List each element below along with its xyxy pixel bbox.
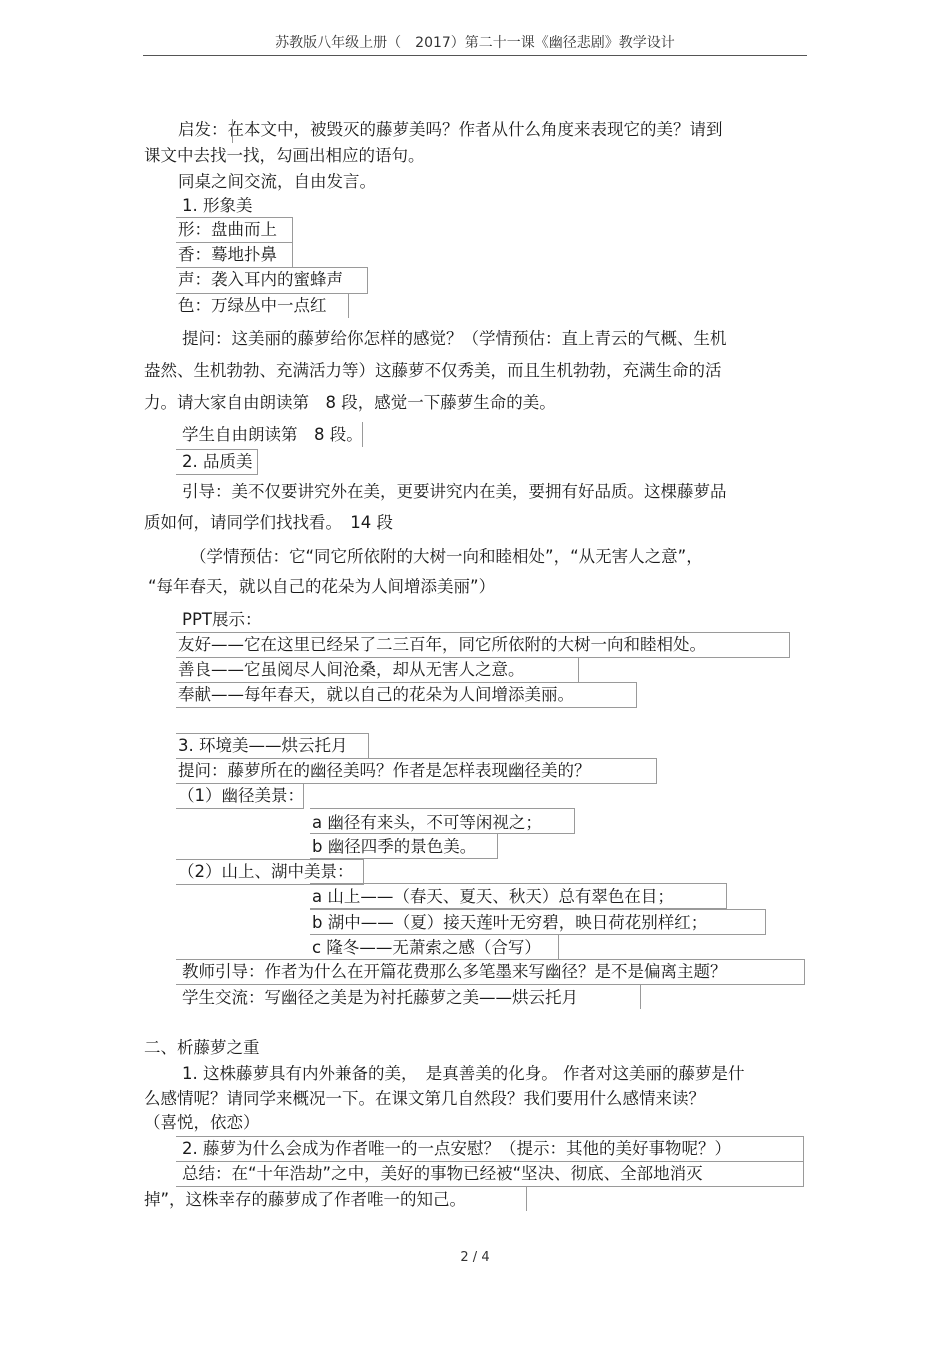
text-line: b 湖中——（夏）接天莲叶无穷碧，映日荷花别样红； <box>312 913 708 932</box>
text-line: （学情预估：它“同它所依附的大树一向和睦相处”，“从无害人之意”， <box>190 547 703 566</box>
text-line: 友好——它在这里已经呆了二三百年，同它所依附的大树一向和睦相处。 <box>178 635 706 654</box>
text-line: a 山上——（春天、夏天、秋天）总有翠色在目； <box>312 887 674 906</box>
text-line: （1）幽径美景： <box>178 786 304 805</box>
text-line: 掉”，这株幸存的藤萝成了作者唯一的知己。 <box>144 1190 467 1209</box>
text-line: 教师引导：作者为什么在开篇花费那么多笔墨来写幽径？是不是偏离主题？ <box>182 962 727 981</box>
text-line: 学生自由朗读第 8 段。 <box>182 425 363 444</box>
text-line: PPT展示： <box>182 610 262 629</box>
text-line: 2. 品质美 <box>182 452 253 471</box>
text-line: 学生交流：写幽径之美是为衬托藤萝之美——烘云托月 <box>182 988 578 1007</box>
text-line: 课文中去找一找，勾画出相应的语句。 <box>144 146 425 165</box>
text-line: 香：蓦地扑鼻 <box>178 245 277 264</box>
text-line: 色：万绿丛中一点红 <box>178 296 327 315</box>
text-line: 提问：这美丽的藤萝给你怎样的感觉？（学情预估：直上青云的气概、生机 <box>182 329 727 348</box>
frame-line <box>640 985 641 1009</box>
text-line: a 幽径有来头，不可等闲视之； <box>312 813 542 832</box>
text-line: 么感情呢？请同学来概况一下。在课文第几自然段？我们要用什么感情来读？ <box>144 1089 705 1108</box>
frame-line <box>348 293 349 318</box>
section-heading: 二、析藤萝之重 <box>144 1038 260 1057</box>
text-line: 力。请大家自由朗读第 8 段，感觉一下藤萝生命的美。 <box>144 393 556 412</box>
text-line: “每年春天，就以自己的花朵为人间增添美丽”） <box>148 577 496 596</box>
page-header: 苏教版八年级上册（ 2017）第二十一课《幽径悲剧》教学设计 <box>275 35 675 51</box>
frame-line <box>526 1187 527 1211</box>
text-line: 声：袭入耳内的蜜蜂声 <box>178 270 343 289</box>
text-line: 形：盘曲而上 <box>178 220 277 239</box>
text-line: 总结：在“十年浩劫”之中，美好的事物已经被“坚决、彻底、全部地消灭 <box>182 1164 703 1183</box>
text-line: 提问：藤萝所在的幽径美吗？作者是怎样表现幽径美的？ <box>178 761 591 780</box>
text-line: 善良——它虽阅尽人间沧桑，却从无害人之意。 <box>178 660 525 679</box>
header-divider <box>143 55 807 56</box>
text-line: 质如何，请同学们找找看。 14 段 <box>144 513 393 532</box>
text-line: c 隆冬——无萧索之感（合写） <box>312 938 541 957</box>
text-line: 2. 藤萝为什么会成为作者唯一的一点安慰？（提示：其他的美好事物呢？） <box>182 1139 731 1158</box>
text-line: 奉献——每年春天，就以自己的花朵为人间增添美丽。 <box>178 685 574 704</box>
text-line: 启发：在本文中，被毁灭的藤萝美吗？作者从什么角度来表现它的美？请到 <box>178 120 723 139</box>
page-number: 2 / 4 <box>460 1250 490 1265</box>
text-line: （2）山上、湖中美景： <box>178 862 354 881</box>
text-line: 1. 形象美 <box>182 196 253 215</box>
text-line: 3. 环境美——烘云托月 <box>178 736 348 755</box>
text-line: 盎然、生机勃勃、充满活力等）这藤萝不仅秀美，而且生机勃勃，充满生命的活 <box>144 361 722 380</box>
text-line: （喜悦，依恋） <box>144 1113 260 1132</box>
text-line: b 幽径四季的景色美。 <box>312 837 477 856</box>
text-line: 同桌之间交流，自由发言。 <box>178 172 376 191</box>
text-line: 引导：美不仅要讲究外在美，更要讲究内在美，要拥有好品质。这棵藤萝品 <box>182 482 727 501</box>
text-line: 1. 这株藤萝具有内外兼备的美， 是真善美的化身。 作者对这美丽的藤萝是什 <box>182 1064 745 1083</box>
